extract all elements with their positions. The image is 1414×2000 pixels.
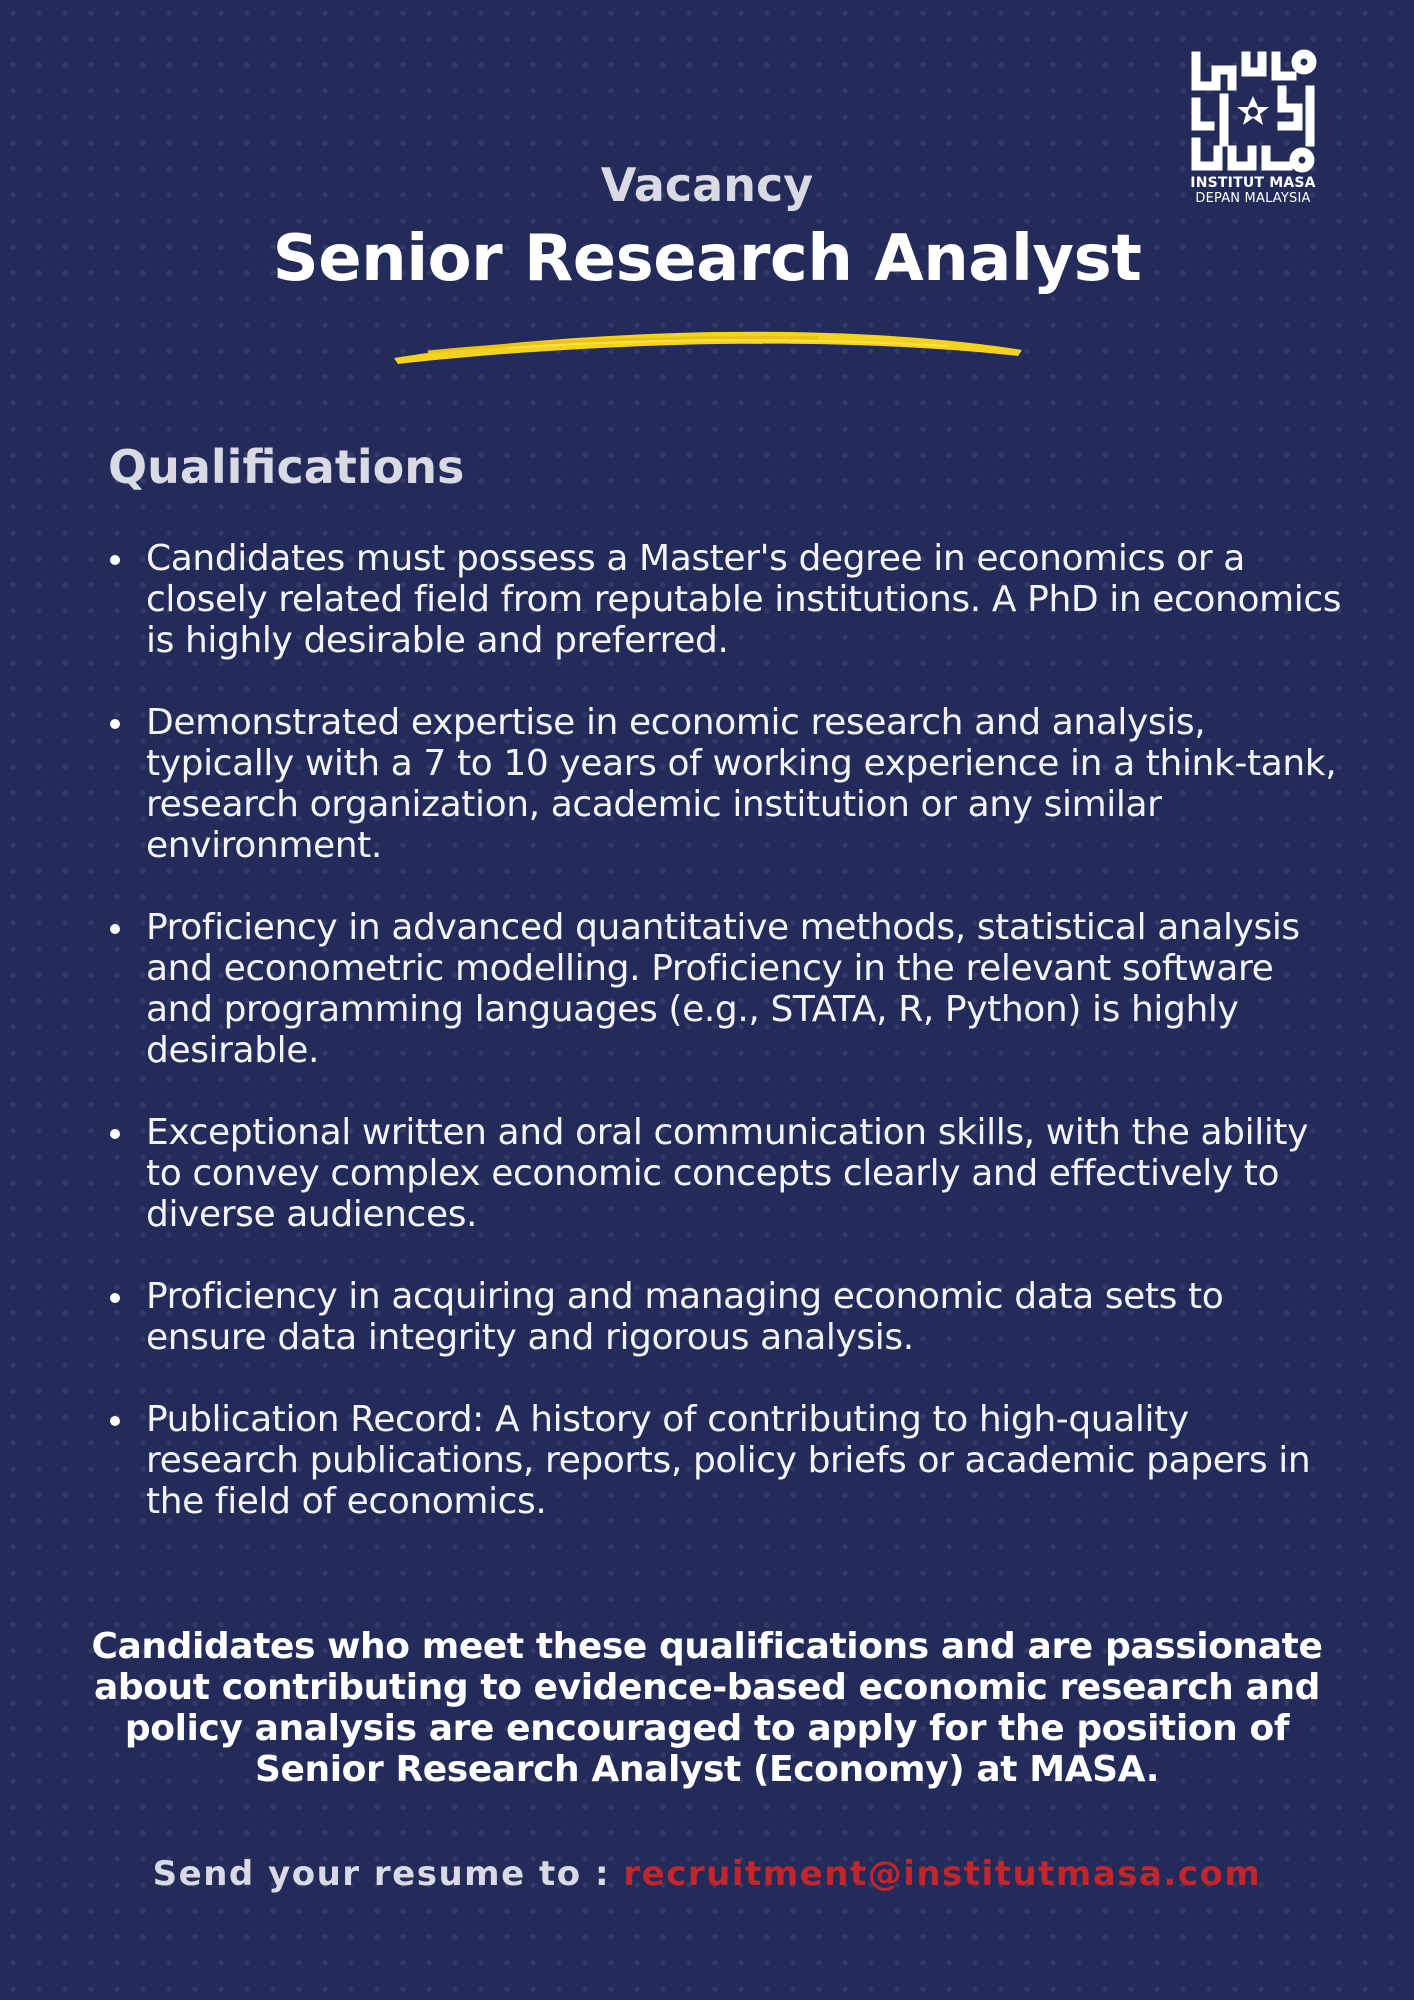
brush-underline-decoration <box>388 318 1028 368</box>
qualifications-list <box>108 538 1348 1563</box>
qualification-item: Publication Record: A history of contributing to high-quality research publications, reports, policy briefs or academic papers in the field of economics. <box>108 1399 1348 1522</box>
logo-text-line-2: DEPAN MALAYSIA <box>1195 191 1311 206</box>
logo-text-line-1: INSTITUT MASA <box>1190 175 1316 191</box>
vacancy-label: Vacancy <box>600 158 814 212</box>
qualification-item: Candidates must possess a Master's degree in economics or a closely related field from reputable institutions. A PhD in economics is highly desirable and preferred. <box>108 538 1348 661</box>
qualifications-heading: Qualifications <box>108 440 465 494</box>
qualification-item: Demonstrated expertise in economic research and analysis, typically with a 7 to 10 years of working experience in a think-tank, research organization, academic institution or any similar environment. <box>108 702 1348 866</box>
closing-statement: Candidates who meet these qualifications and are passionate about contributing to evidence-based economic research and policy analysis are encouraged to apply for the position of Senior Research Analyst (Economy) at MASA. <box>91 1626 1323 1790</box>
masa-logo-mark-icon <box>1188 46 1318 176</box>
contact-label: Send your resume to : <box>152 1854 624 1894</box>
qualification-item: Proficiency in advanced quantitative methods, statistical analysis and econometric modelling. Proficiency in the relevant software and programming languages (e.g., STATA, R, Python) is highly desirable. <box>108 907 1348 1071</box>
qualification-item: Proficiency in acquiring and managing economic data sets to ensure data integrity and rigorous analysis. <box>108 1276 1348 1358</box>
recruitment-email-link[interactable]: recruitment@institutmasa.com <box>623 1854 1262 1894</box>
job-title: Senior Research Analyst <box>272 222 1142 296</box>
qualification-item: Exceptional written and oral communication skills, with the ability to convey complex economic concepts clearly and effectively to diverse audiences. <box>108 1112 1348 1235</box>
contact-line <box>0 1854 1414 1894</box>
